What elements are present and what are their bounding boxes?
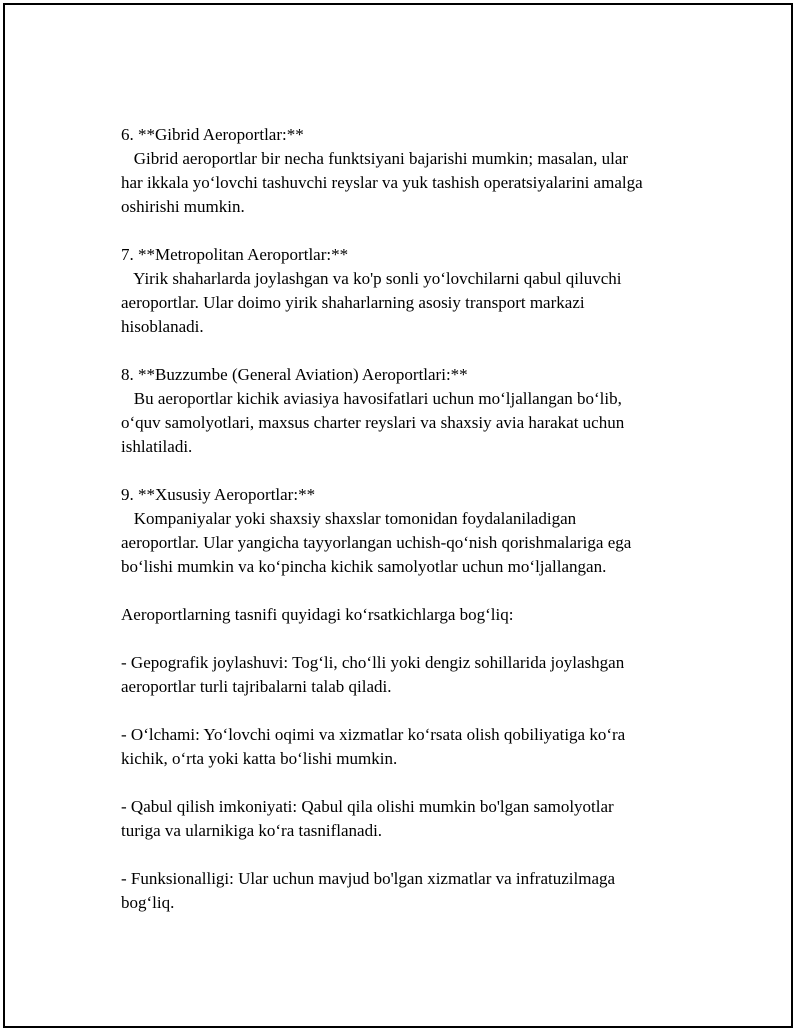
bullet-line: kichik, o‘rta yoki katta bo‘lishi mumkin. [121, 749, 398, 768]
section-metropolitan-airports [121, 243, 701, 339]
bullet-size [121, 723, 701, 771]
document-body [121, 123, 701, 939]
paragraph-line: har ikkala yo‘lovchi tashuvchi reyslar va yuk tashish operatsiyalarini amalga [121, 173, 643, 192]
paragraph-line: Gibrid aeroportlar bir necha funktsiyani bajarishi mumkin; masalan, ular [121, 149, 629, 168]
bullet-line: - Gepografik joylashuvi: Tog‘li, cho‘lli yoki dengiz sohillarida joylashgan [121, 653, 625, 672]
paragraph-line: bo‘lishi mumkin va ko‘pincha kichik samolyotlar uchun mo‘ljallangan. [121, 557, 607, 576]
bullet-line: - Qabul qilish imkoniyati: Qabul qila olishi mumkin bo'lgan samolyotlar [121, 797, 614, 816]
bullet-geographic-location [121, 651, 701, 699]
section-heading: 9. **Xususiy Aeroportlar:** [121, 485, 316, 504]
paragraph-line: Bu aeroportlar kichik aviasiya havosifatlari uchun mo‘ljallangan bo‘lib, [121, 389, 622, 408]
paragraph-line: Aeroportlarning tasnifi quyidagi ko‘rsatkichlarga bog‘liq: [121, 605, 514, 624]
section-general-aviation-airports [121, 363, 701, 459]
section-heading: 6. **Gibrid Aeroportlar:** [121, 125, 304, 144]
section-heading: 7. **Metropolitan Aeroportlar:** [121, 245, 349, 264]
bullet-capacity [121, 795, 701, 843]
document-page [3, 3, 793, 1028]
bullet-line: bog‘liq. [121, 893, 175, 912]
paragraph-line: aeroportlar. Ular yangicha tayyorlangan uchish-qo‘nish qorishmalariga ega [121, 533, 632, 552]
section-private-airports [121, 483, 701, 579]
paragraph-line: o‘quv samolyotlari, maxsus charter reyslari va shaxsiy avia harakat uchun [121, 413, 625, 432]
bullet-line: aeroportlar turli tajribalarni talab qiladi. [121, 677, 392, 696]
paragraph-line: hisoblanadi. [121, 317, 204, 336]
bullet-functionality [121, 867, 701, 915]
paragraph-line: aeroportlar. Ular doimo yirik shaharlarning asosiy transport markazi [121, 293, 585, 312]
paragraph-line: Kompaniyalar yoki shaxsiy shaxslar tomonidan foydalaniladigan [121, 509, 577, 528]
classification-intro [121, 603, 701, 627]
bullet-line: - O‘lchami: Yo‘lovchi oqimi va xizmatlar ko‘rsata olish qobiliyatiga ko‘ra [121, 725, 626, 744]
paragraph-line: ishlatiladi. [121, 437, 193, 456]
section-hybrid-airports [121, 123, 701, 219]
paragraph-line: Yirik shaharlarda joylashgan va ko'p sonli yo‘lovchilarni qabul qiluvchi [121, 269, 622, 288]
section-heading: 8. **Buzzumbe (General Aviation) Aeroportlari:** [121, 365, 468, 384]
bullet-line: turiga va ularnikiga ko‘ra tasniflanadi. [121, 821, 383, 840]
bullet-line: - Funksionalligi: Ular uchun mavjud bo'lgan xizmatlar va infratuzilmaga [121, 869, 616, 888]
paragraph-line: oshirishi mumkin. [121, 197, 245, 216]
